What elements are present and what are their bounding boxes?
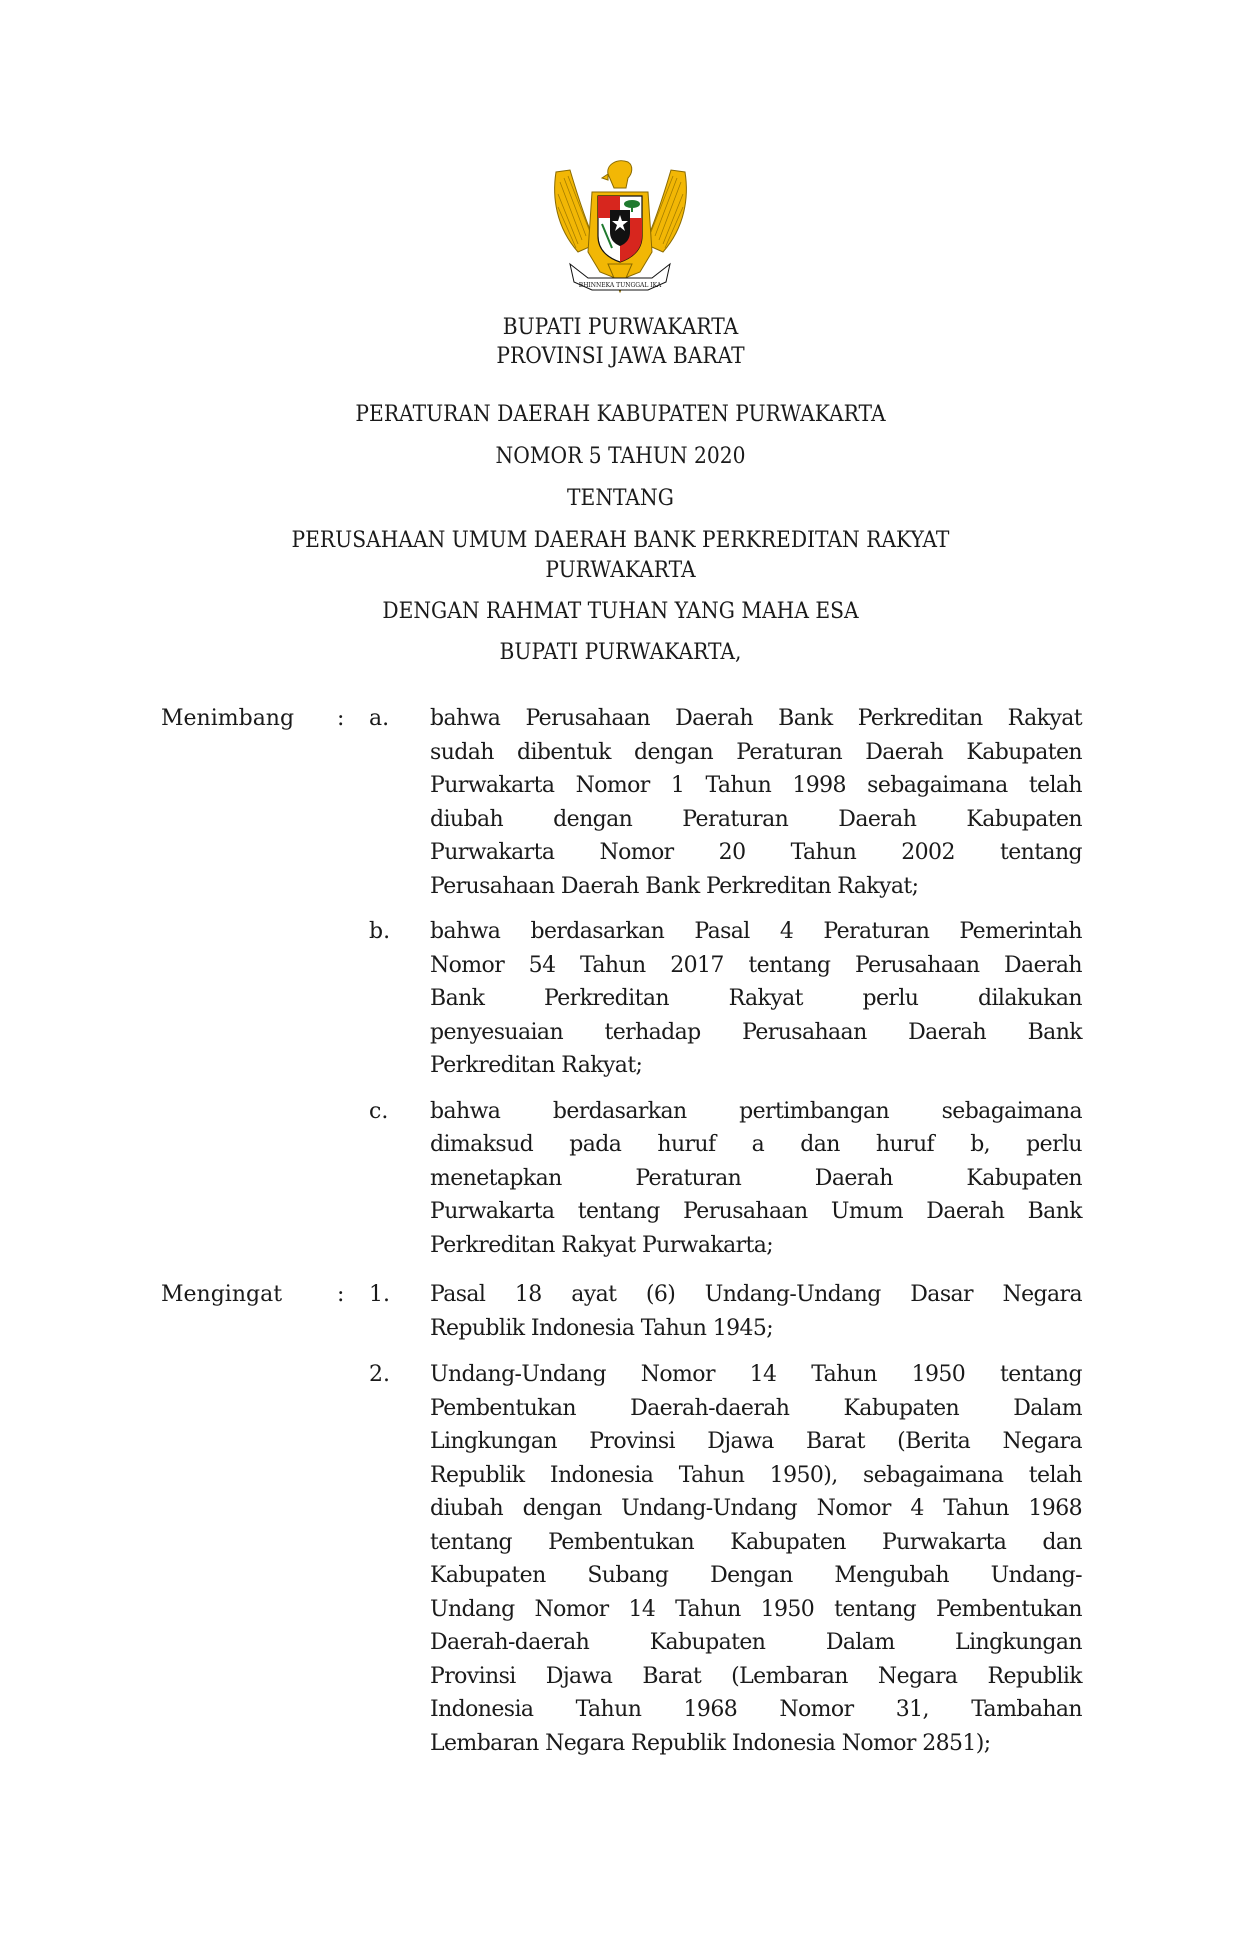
regulation-subject-line2: PURWAKARTA	[545, 558, 696, 583]
text-line: Purwakarta tentang Perusahaan Umum Daerah Bank	[430, 1199, 1082, 1224]
item-text	[430, 1095, 1082, 1263]
text-line: diubah dengan Peraturan Daerah Kabupaten	[430, 806, 1082, 832]
mengingat-label: Mengingat	[161, 1282, 283, 1307]
text-line: bahwa Perusahaan Daerah Bank Perkreditan Rakyat	[430, 706, 1082, 731]
item-text	[430, 702, 1082, 903]
text-line: Republik Indonesia Tahun 1945;	[430, 1315, 774, 1341]
text-line: Nomor 54 Tahun 2017 tentang Perusahaan Daerah	[430, 952, 1082, 978]
garuda-emblem-icon	[548, 152, 693, 302]
text-line: Purwakarta Nomor 1 Tahun 1998 sebagaimana telah	[430, 773, 1082, 798]
item-marker: 2.	[369, 1362, 390, 1387]
regulation-number: NOMOR 5 TAHUN 2020	[495, 444, 746, 469]
item-text	[430, 1358, 1082, 1760]
text-line: dimaksud pada huruf a dan huruf b, perlu	[430, 1132, 1082, 1157]
item-marker: c.	[369, 1098, 389, 1124]
regulation-title: PERATURAN DAERAH KABUPATEN PURWAKARTA	[355, 402, 886, 427]
about-heading: TENTANG	[567, 486, 674, 511]
text-line: Purwakarta Nomor 20 Tahun 2002 tentang	[430, 840, 1082, 865]
colon: :	[337, 1282, 345, 1307]
text-line: diubah dengan Undang-Undang Nomor 4 Tahun 1968	[430, 1496, 1082, 1521]
text-line: sudah dibentuk dengan Peraturan Daerah Kabupaten	[430, 739, 1082, 765]
enactor: BUPATI PURWAKARTA,	[499, 640, 742, 665]
text-line: Lingkungan Provinsi Djawa Barat (Berita Negara	[430, 1429, 1082, 1454]
text-line: Perkreditan Rakyat Purwakarta;	[430, 1232, 774, 1258]
text-line: Undang-Undang Nomor 14 Tahun 1950 tentang	[430, 1362, 1082, 1387]
text-line: Perusahaan Daerah Bank Perkreditan Rakyat;	[430, 873, 919, 899]
item-text	[430, 915, 1082, 1083]
issuer-title: BUPATI PURWAKARTA	[502, 315, 739, 340]
text-line: Perkreditan Rakyat;	[430, 1053, 643, 1078]
text-line: tentang Pembentukan Kabupaten Purwakarta dan	[430, 1529, 1082, 1555]
text-line: Pembentukan Daerah-daerah Kabupaten Dalam	[430, 1395, 1082, 1421]
item-text	[430, 1278, 1082, 1345]
text-line: Lembaran Negara Republik Indonesia Nomor 2851);	[430, 1730, 991, 1756]
menimbang-section	[161, 702, 1086, 1262]
item-marker: b.	[369, 919, 391, 944]
text-line: bahwa berdasarkan Pasal 4 Peraturan Pemerintah	[430, 919, 1082, 944]
text-line: penyesuaian terhadap Perusahaan Daerah Bank	[430, 1019, 1082, 1045]
text-line: Provinsi Djawa Barat (Lembaran Negara Republik	[430, 1663, 1082, 1689]
menimbang-item-a	[161, 702, 1086, 903]
colon: :	[337, 706, 345, 731]
item-marker: a.	[369, 706, 390, 731]
issuer-province: PROVINSI JAWA BARAT	[496, 344, 745, 369]
mengingat-item-1	[161, 1278, 1086, 1345]
text-line: Indonesia Tahun 1968 Nomor 31, Tambahan	[430, 1697, 1082, 1722]
invocation: DENGAN RAHMAT TUHAN YANG MAHA ESA	[382, 599, 859, 624]
text-line: Daerah-daerah Kabupaten Dalam Lingkungan	[430, 1630, 1082, 1655]
mengingat-section	[161, 1278, 1086, 1760]
mengingat-item-2	[161, 1358, 1086, 1760]
svg-text:BHINNEKA TUNGGAL IKA: BHINNEKA TUNGGAL IKA	[578, 282, 662, 289]
text-line: Republik Indonesia Tahun 1950), sebagaimana telah	[430, 1462, 1082, 1488]
item-marker: 1.	[369, 1282, 390, 1307]
text-line: menetapkan Peraturan Daerah Kabupaten	[430, 1165, 1082, 1191]
menimbang-item-b	[161, 915, 1086, 1083]
text-line: Bank Perkreditan Rakyat perlu dilakukan	[430, 986, 1082, 1011]
menimbang-label: Menimbang	[161, 706, 295, 731]
text-line: Pasal 18 ayat (6) Undang-Undang Dasar Negara	[430, 1282, 1082, 1307]
text-line: Undang Nomor 14 Tahun 1950 tentang Pembentukan	[430, 1596, 1082, 1622]
regulation-subject-line1: PERUSAHAAN UMUM DAERAH BANK PERKREDITAN RAKYAT	[291, 528, 950, 553]
text-line: Kabupaten Subang Dengan Mengubah Undang-	[430, 1563, 1082, 1588]
text-line: bahwa berdasarkan pertimbangan sebagaimana	[430, 1098, 1082, 1124]
menimbang-item-c	[161, 1095, 1086, 1263]
